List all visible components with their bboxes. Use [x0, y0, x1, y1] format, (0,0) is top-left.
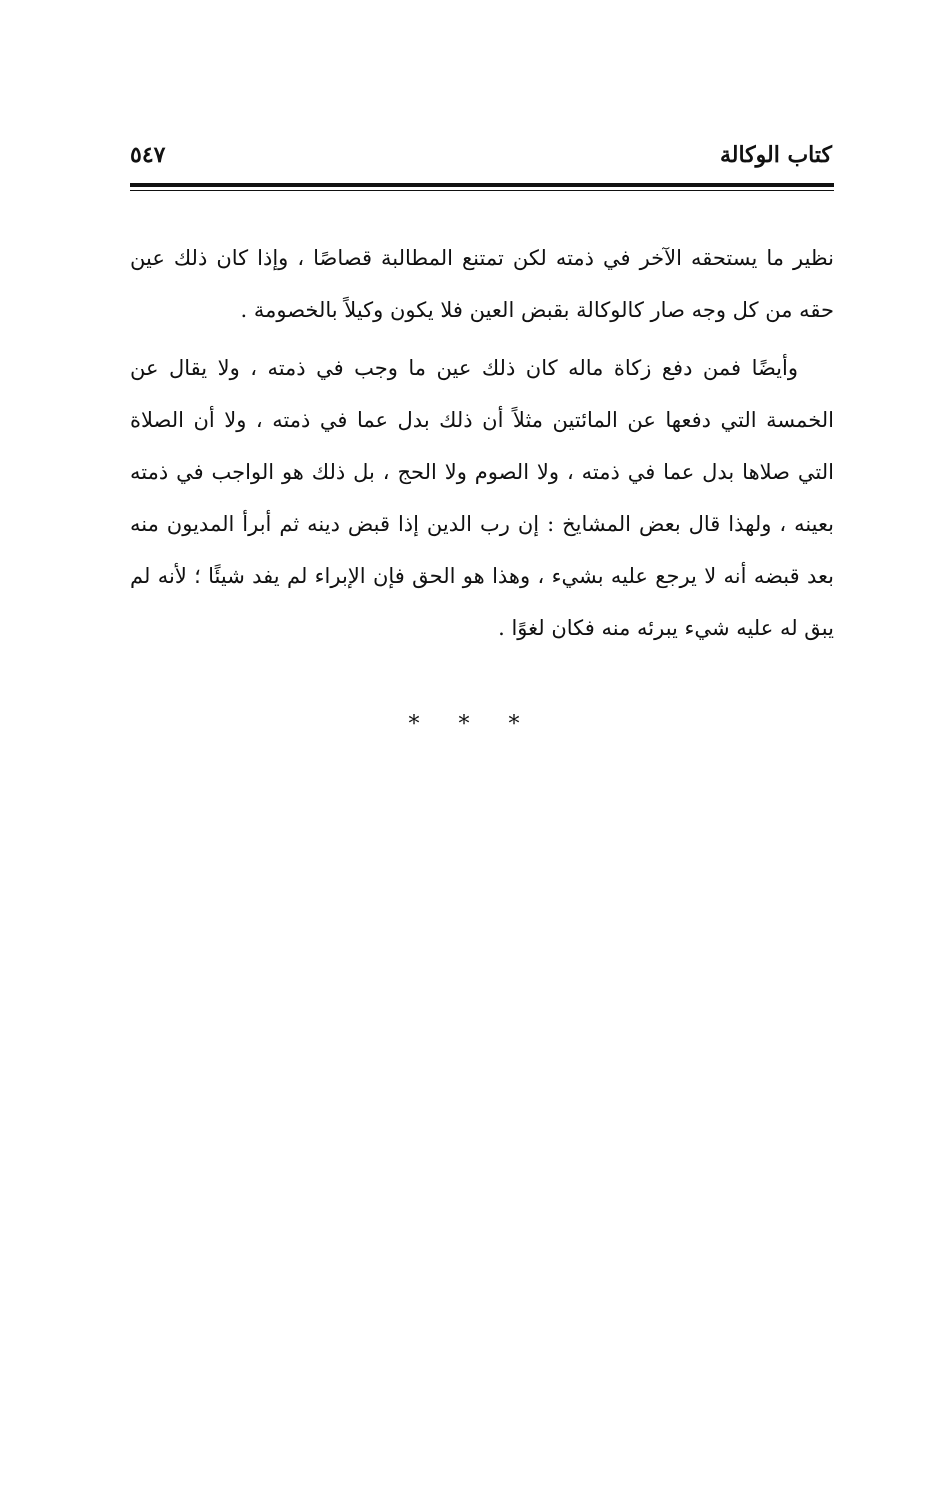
section-separator: * * * — [408, 712, 536, 737]
chapter-title: كتاب الوكالة — [719, 142, 832, 168]
page-number: ٥٤٧ — [130, 142, 166, 168]
paragraph-2: وأيضًا فمن دفع زكاة ماله كان ذلك عين ما وجب في ذمته ، ولا يقال عن الخمسة التي دفعها عن المائتين مثلاً أن ذلك بدل عما في ذمته ، ولا أن الصلاة التي صلاها بدل عما في ذمته ، ولا الصوم ولا الحج ، بل ذلك هو الواجب في ذمته بعينه ، ولهذا قال بعض المشايخ : إن رب الدين إذا قبض دينه ثم أبرأ المديون منه بعد قبضه أنه لا يرجع عليه بشيء ، وهذا هو الحق فإن الإبراء لم يفد شيئًا ؛ لأنه لم يبق له عليه شيء يبرئه منه فكان لغوًا . — [130, 356, 834, 640]
header-rule-thick — [130, 183, 834, 187]
header-rule-thin — [130, 190, 834, 191]
paragraph-1: نظير ما يستحقه الآخر في ذمته لكن تمتنع المطالبة قصاصًا ، وإذا كان ذلك عين حقه من كل وجه صار كالوكالة بقبض العين فلا يكون وكيلاً بالخصومة . — [130, 246, 834, 322]
body-text — [130, 232, 834, 654]
running-header — [130, 140, 832, 180]
